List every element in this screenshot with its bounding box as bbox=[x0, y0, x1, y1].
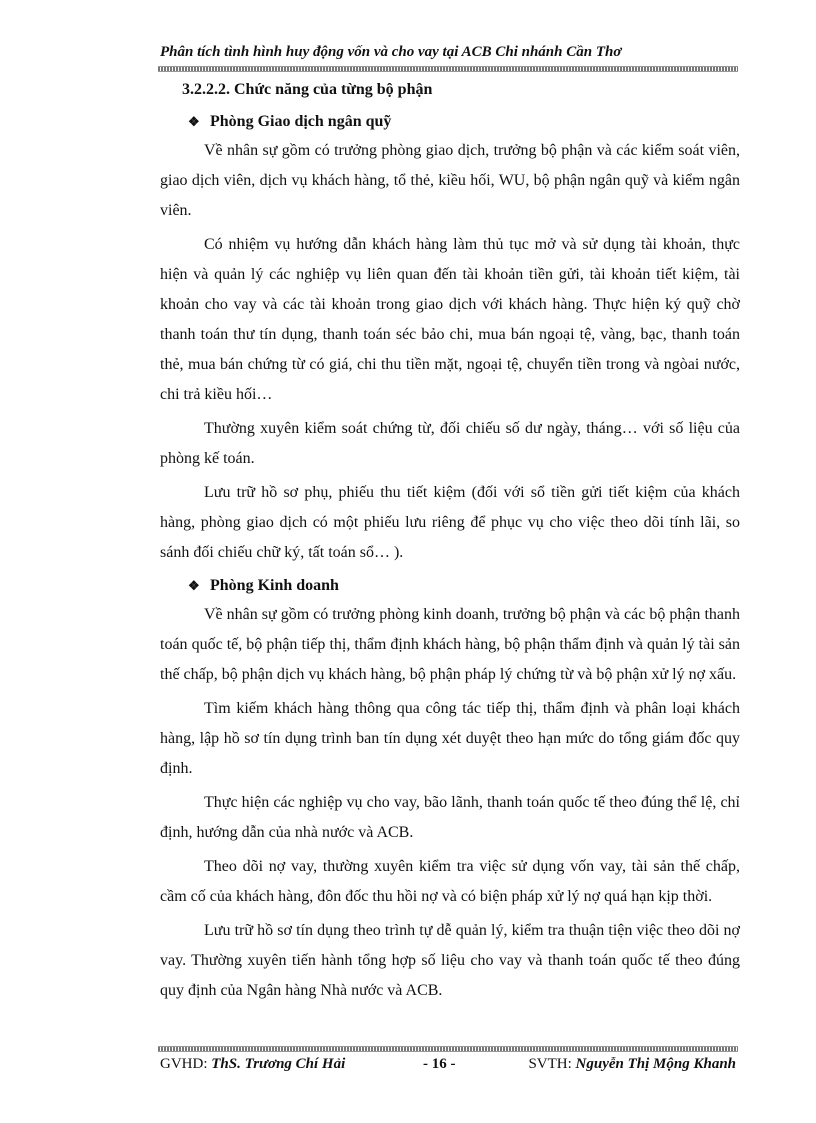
advisor-label: GVHD: bbox=[160, 1056, 212, 1072]
subsection-title-text: Phòng Giao dịch ngân quỹ bbox=[210, 113, 392, 130]
diamond-bullet-icon: ❖ bbox=[188, 114, 200, 129]
footer-advisor bbox=[160, 1056, 345, 1073]
page-number: - 16 - bbox=[423, 1056, 456, 1072]
footer-student bbox=[528, 1056, 736, 1073]
advisor-name: ThS. Trương Chí Hải bbox=[211, 1056, 346, 1072]
paragraph: Thực hiện các nghiệp vụ cho vay, bão lãnh, thanh toán quốc tế theo đúng thể lệ, chỉ định, hướng dẫn của nhà nước và ACB. bbox=[160, 794, 740, 841]
subsection-title-giao-dich bbox=[188, 108, 740, 136]
paragraph: Thường xuyên kiểm soát chứng từ, đối chiếu số dư ngày, tháng… với số liệu của phòng kế toán. bbox=[160, 420, 740, 467]
paragraph: Lưu trữ hồ sơ phụ, phiếu thu tiết kiệm (đối với sổ tiền gửi tiết kiệm của khách hàng, phòng giao dịch có một phiếu lưu riêng để phục vụ cho việc theo dõi tính lãi, so sánh đối chiếu chữ ký, tất toán sổ… ). bbox=[160, 484, 740, 561]
running-header: Phân tích tình hình huy động vốn và cho vay tại ACB Chi nhánh Cần Thơ bbox=[160, 44, 622, 60]
page-body bbox=[160, 76, 740, 1010]
paragraph: Có nhiệm vụ hướng dẫn khách hàng làm thủ tục mở và sử dụng tài khoản, thực hiện và quản lý các nghiệp vụ liên quan đến tài khoản tiền gửi, tài khoản tiết kiệm, tài khoản cho vay và các tài khoản trong giao dịch với khách hàng. Thực hiện ký quỹ chờ thanh toán thư tín dụng, thanh toán séc bảo chi, mua bán ngoại tệ, vàng, bạc, thanh toán thẻ, mua bán chứng từ có giá, chi thu tiền mặt, ngoại tệ, chuyển tiền trong và ngòai nước, chi trả kiều hối… bbox=[160, 236, 740, 403]
header-divider bbox=[158, 66, 738, 72]
page-footer bbox=[160, 1056, 740, 1078]
section-heading: 3.2.2.2. Chức năng của từng bộ phận bbox=[182, 81, 433, 98]
student-label: SVTH: bbox=[528, 1056, 576, 1072]
paragraph: Tìm kiếm khách hàng thông qua công tác tiếp thị, thẩm định và phân loại khách hàng, lập hồ sơ tín dụng trình ban tín dụng xét duyệt theo hạn mức do tổng giám đốc quy định. bbox=[160, 700, 740, 777]
subsection-title-text: Phòng Kinh doanh bbox=[210, 577, 339, 594]
diamond-bullet-icon: ❖ bbox=[188, 578, 200, 593]
paragraph: Về nhân sự gồm có trưởng phòng kinh doanh, trưởng bộ phận và các bộ phận thanh toán quốc tế, bộ phận tiếp thị, thẩm định khách hàng, bộ phận thẩm định và quản lý tài sản thế chấp, bộ phận dịch vụ khách hàng, bộ phận pháp lý chứng từ và bộ phận xử lý nợ xấu. bbox=[160, 606, 740, 683]
paragraph: Về nhân sự gồm có trưởng phòng giao dịch, trưởng bộ phận và các kiểm soát viên, giao dịch viên, dịch vụ khách hàng, tổ thẻ, kiều hối, WU, bộ phận ngân quỹ và kiểm ngân viên. bbox=[160, 142, 740, 219]
subsection-title-kinh-doanh bbox=[188, 572, 740, 600]
footer-divider bbox=[158, 1046, 738, 1052]
paragraph: Theo dõi nợ vay, thường xuyên kiểm tra việc sử dụng vốn vay, tài sản thế chấp, cầm cố của khách hàng, đôn đốc thu hồi nợ và có biện pháp xử lý nợ quá hạn kịp thời. bbox=[160, 858, 740, 905]
paragraph: Lưu trữ hồ sơ tín dụng theo trình tự dễ quản lý, kiểm tra thuận tiện việc theo dõi nợ vay. Thường xuyên tiến hành tổng hợp số liệu cho vay và thanh toán quốc tế theo đúng quy định của Ngân hàng Nhà nước và ACB. bbox=[160, 922, 740, 999]
student-name: Nguyễn Thị Mộng Khanh bbox=[575, 1056, 736, 1072]
